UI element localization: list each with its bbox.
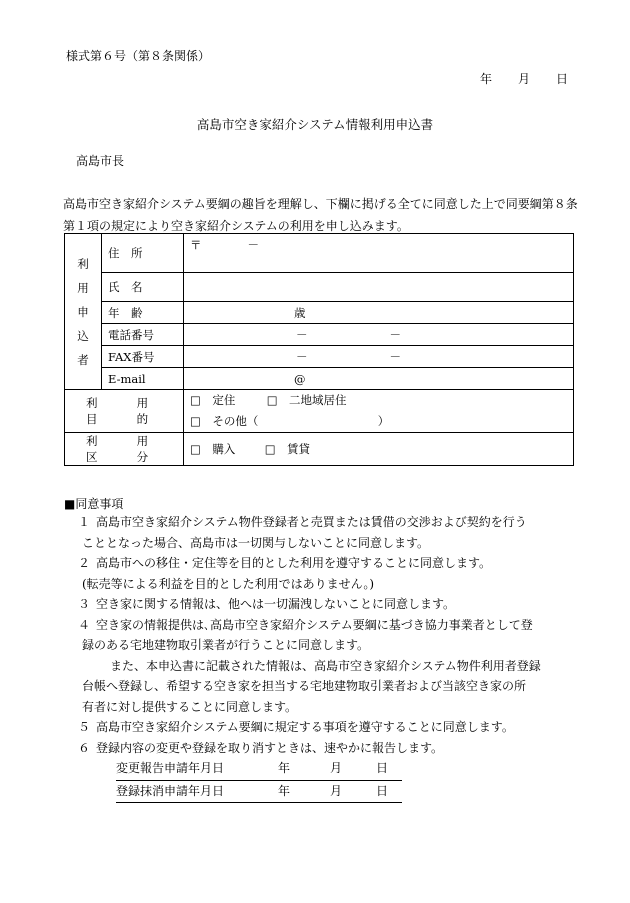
- consent-item-5: ５ 高島市空き家紹介システム要綱に規定する事項を遵守することに同意します。: [77, 720, 514, 734]
- fax-dash-1: －: [296, 349, 308, 364]
- applicant-group-label: 利 用 申 込 者: [65, 234, 102, 390]
- fax-field[interactable]: [184, 346, 574, 368]
- phone-dash-2: －: [389, 327, 401, 342]
- consent-item-6: ６ 登録内容の変更や登録を取り消すときは、速やかに報告します。: [77, 740, 444, 755]
- category-options: [184, 433, 574, 466]
- name-field[interactable]: [184, 273, 574, 302]
- delete-report-day: 日: [376, 783, 389, 798]
- addressee: 高島市長: [76, 154, 125, 168]
- age-label: 年 齢: [102, 302, 184, 324]
- consent-item-3: ３ 空き家に関する情報は、他へは一切漏洩しないことに同意します。: [77, 597, 456, 611]
- intro-text: 高島市空き家紹介システム要綱の趣旨を理解し、下欄に掲げる全てに同意した上で同要綱第８条第１項の規定により空き家紹介システムの利用を申し込みます。: [63, 197, 578, 233]
- consent-item-4: ４ 空き家の情報提供は､高島市空き家紹介システム要綱に基づき協力事業者として登: [77, 617, 533, 632]
- consent-item-4b: また、本申込書に記載された情報は、高島市空き家紹介システム物件利用者登録: [110, 658, 541, 673]
- consent-item-4-cont: 録のある宅地建物取引業者が行うことに同意します。: [82, 638, 370, 652]
- consent-item-4b-cont-2: 有者に対し提供することに同意します。: [82, 699, 298, 714]
- email-field[interactable]: [184, 368, 574, 390]
- consent-item-4b-cont-1: 台帳へ登録し、希望する空き家を担当する宅地建物取引業者および当該空き家の所: [82, 679, 527, 693]
- purpose-other-close: ）: [377, 414, 390, 428]
- delete-report-label: 登録抹消申請年月日: [116, 783, 225, 798]
- date-month: 月: [518, 72, 531, 86]
- phone-field[interactable]: [184, 324, 574, 346]
- consent-list: [64, 512, 574, 803]
- category-purchase-checkbox[interactable]: □ 購入: [190, 442, 236, 456]
- age-field[interactable]: [184, 302, 574, 324]
- consent-item-1: １ 高島市空き家紹介システム物件登録者と売買または賃借の交渉および契約を行う: [77, 515, 527, 529]
- consent-heading: ■同意事項: [64, 497, 124, 511]
- change-report-day: 日: [376, 761, 389, 775]
- delete-report-line: [64, 781, 574, 804]
- fax-label: FAX番号: [102, 346, 184, 368]
- category-label: 利 用 区 分: [65, 433, 184, 466]
- address-field[interactable]: 〒 －: [184, 234, 574, 273]
- applicant-table: [64, 233, 574, 466]
- date-day: 日: [556, 72, 569, 86]
- fax-dash-2: －: [389, 349, 401, 364]
- purpose-settle-checkbox[interactable]: □ 定住: [190, 393, 236, 407]
- phone-label: 電話番号: [102, 324, 184, 346]
- purpose-options: [184, 390, 574, 433]
- email-at: @: [294, 371, 306, 386]
- age-unit: 歳: [294, 305, 306, 320]
- form-number: 様式第６号（第８条関係）: [66, 49, 211, 63]
- address-label: 住 所: [102, 234, 184, 273]
- document-title: 高島市空き家紹介システム情報利用申込書: [196, 117, 434, 132]
- change-report-label: 変更報告申請年月日: [116, 761, 225, 775]
- delete-report-month: 月: [330, 783, 343, 798]
- date-year: 年: [480, 72, 493, 86]
- purpose-other-checkbox[interactable]: □ その他（: [190, 414, 259, 428]
- change-report-month: 月: [330, 761, 343, 775]
- purpose-two-region-checkbox[interactable]: □ 二地域居住: [266, 393, 347, 407]
- category-rent-checkbox[interactable]: □ 賃貸: [264, 442, 311, 456]
- consent-item-1-cont: こととなった場合、高島市は一切関与しないことに同意します。: [82, 535, 430, 550]
- purpose-label: 利 用 目 的: [65, 390, 184, 433]
- consent-item-2: ２ 高島市への移住・定住等を目的とした利用を遵守することに同意します。: [77, 556, 492, 570]
- consent-item-2-cont: (転売等による利益を目的とした利用ではありません。): [82, 576, 375, 591]
- delete-report-year: 年: [278, 783, 291, 798]
- change-report-line: [64, 758, 574, 781]
- change-report-year: 年: [278, 761, 291, 775]
- email-label: E-mail: [102, 368, 184, 390]
- phone-dash-1: －: [296, 327, 308, 342]
- name-label: 氏 名: [102, 273, 184, 302]
